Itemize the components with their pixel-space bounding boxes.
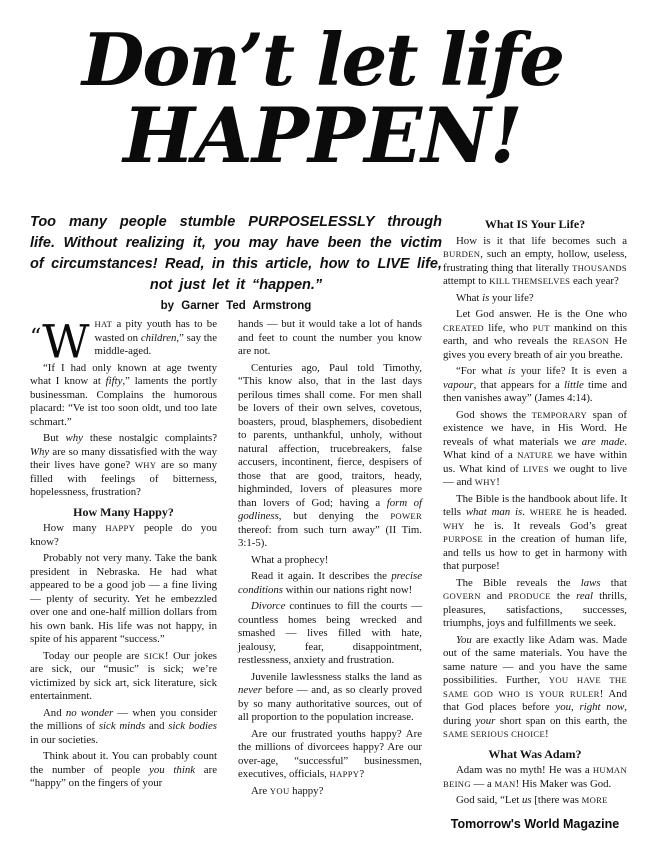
magazine-footer: Tomorrow's World Magazine [450, 817, 620, 831]
paragraph: Read it again. It describes the precise conditions within our nations right now! [238, 570, 422, 596]
paragraph: Probably not very many. Take the bank president in Nebraska. He had what appeared to be a good job — a fine living — plenty of security. Yet he embezzled over one and one-half million dollars from his own bank. His life was not happy, in spite of his apparent “success.” [30, 552, 217, 645]
paragraph: But why these nostalgic complaints? Why are so many dissatisfied with the way their lives have gone? WHY are so many filled with feelings of bitterness, hopelessness, frustration? [30, 432, 217, 498]
paragraph: God said, “Let us [there was MORE [456, 794, 608, 806]
text-column-2 [238, 318, 422, 798]
paragraph: Today our people are SICK! Our jokes are sick, our “music” is sick; we’re victimized by sick art, sick literature, sick entertainment. [30, 649, 217, 702]
paragraph: God shows the TEMPORARY span of existence we have, in His Word. He reveals of what materials we are made. What kind of a NATURE we have within us. What kind of LIVES we ought to live — and WHY! [443, 408, 627, 488]
paragraph: “If I had only known at age twenty what I know at fifty,” laments the portly businessman. Complains the humorous placard: “Ve ist too soon oldt, und too late schmart.” [30, 361, 217, 428]
paragraph: How many HAPPY people do you know? [30, 522, 217, 548]
article-intro: Too many people stumble PURPOSELESSLY through life. Without realizing it, you may have been the victim of circumstances! Read, in this article, how to LIVE life, not just let it “happen.” [30, 214, 442, 293]
paragraph: You are exactly like Adam was. Made out of the same materials. You have the same nature — and you have the same possibilities. Further, YOU HAVE THE SAME GOD WHO IS YOUR RULER! And that God places before you, right now, during your short span on this earth, the SAME SERIOUS CHOICE! [443, 633, 628, 740]
paragraph: And no wonder — when you consider the millions of sick minds and sick bodies in our societies. [30, 706, 218, 746]
drop-cap: “W [30, 314, 90, 369]
paragraph: How is it that life becomes such a BURDEN, such an empty, hollow, useless, frustrating thing that literally THOUSANDS attempt to KILL THEMSELVES each year? [443, 234, 627, 287]
title-line-1: Don’t let life [81, 17, 564, 102]
text-column-1 [30, 314, 218, 791]
article-byline: by Garner Ted Armstrong [160, 300, 312, 312]
paragraph: Divorce continues to fill the courts — countless homes being wrecked and smashed — lives filled with hate, jealousy, fear, disappointment, restlessness, anxiety and frustration. [238, 600, 422, 666]
paragraph: “For what is your life? It is even a vapour, that appears for a little time and then vanishes away” (James 4:14). [443, 365, 627, 404]
section-heading: What Was Adam? [488, 746, 582, 761]
section-heading: How Many Happy? [73, 504, 174, 519]
article-title [0, 17, 645, 180]
paragraph: What is your life? [456, 291, 534, 304]
title-line-2: HAPPEN! [123, 91, 522, 180]
paragraph: Think about it. You can probably count the number of people you think are “happy” on the fingers of your [30, 750, 217, 789]
paragraph: Centuries ago, Paul told Timothy, “This know also, that in the last days perilous times shall come. For men shall be lovers of their own selves, covetous, boasters, proud, blasphemers, disobedient to parents, unthankful, unholy, without natural affection, trucebreakers, false accusers, incontinent, fierce, despisers of those that are good, traitors, heady, highminded, lovers of pleasures more than lovers of God; having a form of godliness, but denying the POWER thereof: from such turn away” (II Tim. 3:1-5). [238, 361, 423, 549]
paragraph: “W HAT a pity youth has to be wasted on children,” say the middle-aged. [30, 314, 217, 369]
paragraph: Are our frustrated youths happy? Are the millions of divorcees happy? Are our over-age, “successful” businessmen, executives, officials, HAPPY? [238, 727, 422, 780]
paragraph: Are YOU happy? [251, 784, 324, 797]
paragraph: Juvenile lawlessness stalks the land as never before — and, as so clearly proved by so many authoritative sources, out of all proportion to the population increase. [238, 670, 422, 723]
section-heading: What IS Your Life? [484, 217, 586, 231]
paragraph: hands — but it would take a lot of hands and feet to count the number you know are not. [238, 318, 422, 357]
paragraph: The Bible is the handbook about life. It tells what man is. WHERE he is headed. WHY he is. It reveals God’s great PURPOSE in the creation of human life, and tells us how to get in harmony with that purpose! [443, 492, 627, 572]
paragraph: What a prophecy! [251, 553, 329, 566]
paragraph: Let God answer. He is the One who CREATED life, who PUT mankind on this earth, and who reveals the REASON He gives you every breath of air you breathe. [443, 308, 628, 361]
paragraph: The Bible reveals the laws that GOVERN and PRODUCE the real thrills, pleasures, satisfactions, successes, triumphs, joys and fulfillments we seek. [443, 576, 627, 629]
paragraph: Adam was no myth! He was a HUMAN BEING — a MAN! His Maker was God. [443, 764, 627, 790]
text-column-3 [443, 212, 627, 808]
